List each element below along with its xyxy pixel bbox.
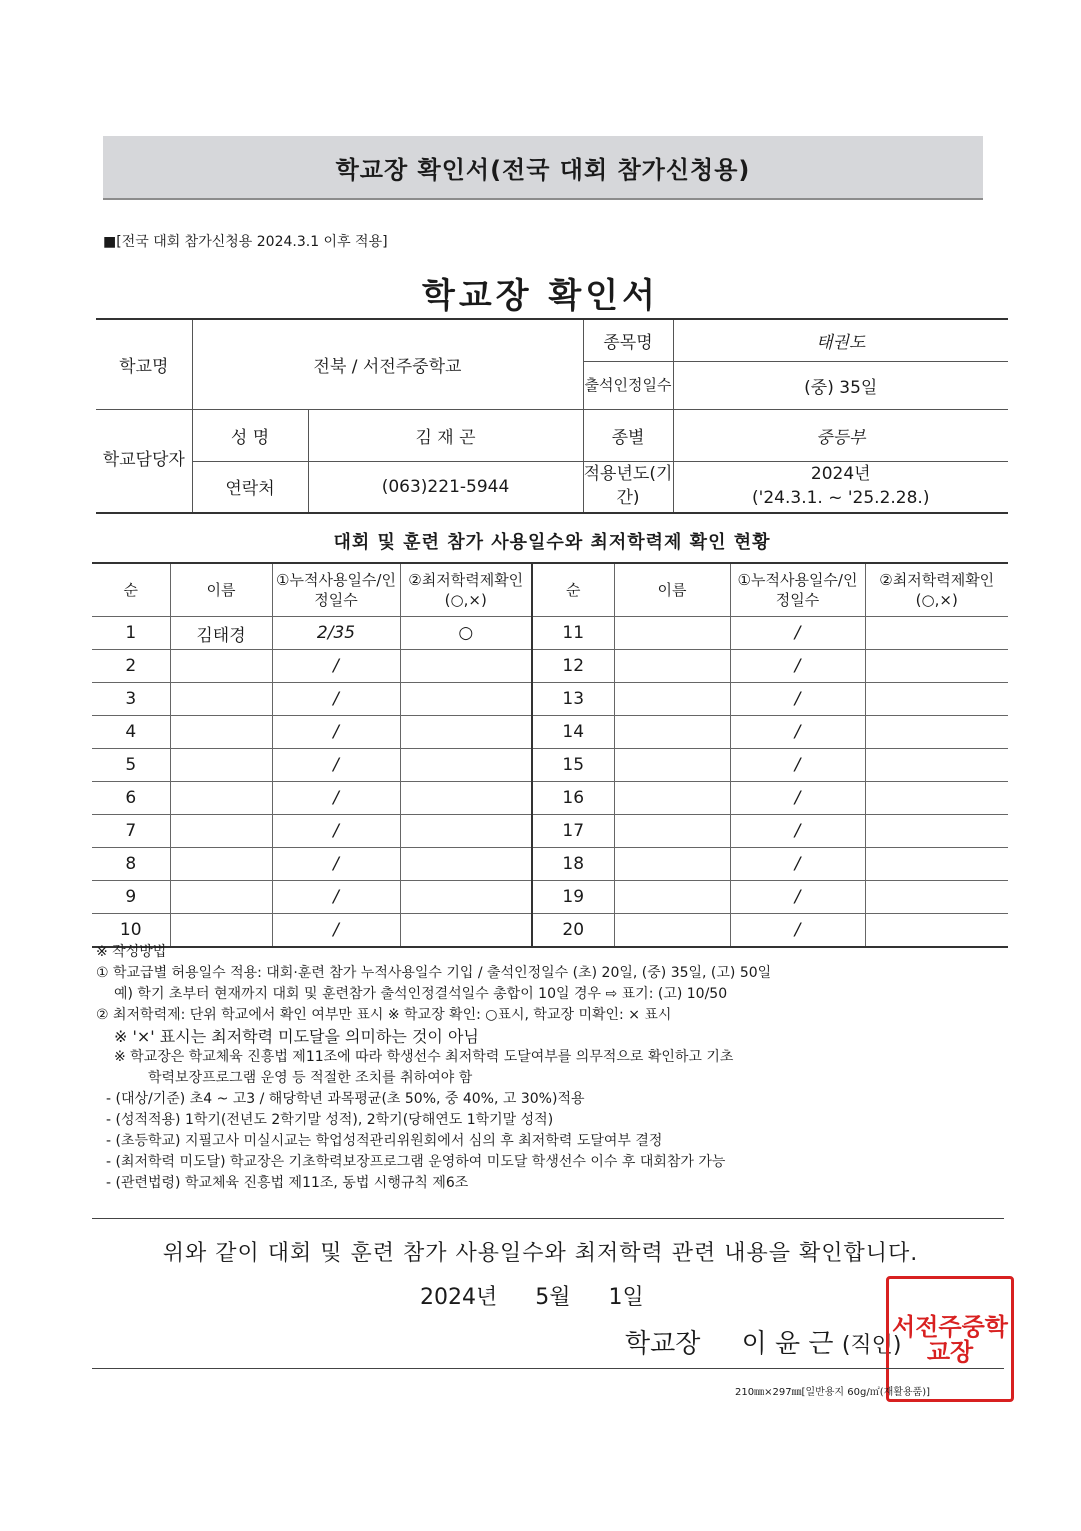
row-name: 김태경 (170, 617, 272, 650)
row-days: / (730, 881, 865, 914)
row-days: / (272, 716, 400, 749)
row-no: 13 (532, 683, 614, 716)
sport-value: 태권도 (673, 319, 1008, 361)
row-check (400, 683, 532, 716)
row-days: / (272, 782, 400, 815)
row-no: 12 (532, 650, 614, 683)
contact-value: (063)221-5944 (308, 461, 583, 513)
header-name: 이름 (170, 563, 272, 617)
row-days: / (730, 716, 865, 749)
row-name (614, 683, 730, 716)
table-row (92, 881, 1008, 914)
instructions (96, 942, 1008, 1194)
row-no: 4 (92, 716, 170, 749)
row-days: / (730, 815, 865, 848)
note-line: ※ 학교장은 학교체육 진흥법 제11조에 따라 학생선수 최저학력 도달여부를 의무적으로 확인하고 기초 (114, 1049, 734, 1065)
school-value: 전북 / 서전주중학교 (192, 319, 583, 409)
table-row (92, 749, 1008, 782)
row-no: 8 (92, 848, 170, 881)
row-days: / (272, 914, 400, 948)
row-check (865, 848, 1008, 881)
row-days: / (730, 683, 865, 716)
principal-name: 학교장 이 윤 근 (625, 1329, 834, 1359)
period-value: ('24.3.1. ~ '25.2.28.) (752, 487, 930, 508)
banner-title: 학교장 확인서(전국 대회 참가신청용) (103, 136, 983, 200)
school-label: 학교명 (96, 319, 192, 409)
row-name (170, 650, 272, 683)
row-days: / (730, 848, 865, 881)
header-check-2: ②최저학력제확인(○,×) (865, 563, 1008, 617)
row-no: 18 (532, 848, 614, 881)
table-row (92, 716, 1008, 749)
principal-signature (625, 1323, 902, 1360)
row-name (614, 881, 730, 914)
note-line: ① 학교급별 허용일수 적용: 대회·훈련 참가 누적사용일수 기입 / 출석인정일수 (초) 20일, (중) 35일, (고) 50일 (96, 965, 772, 981)
year-cell (673, 461, 1008, 513)
document-title: 학교장 확인서 (422, 276, 659, 316)
divider (92, 1368, 1004, 1369)
row-days: / (272, 683, 400, 716)
table-row (92, 782, 1008, 815)
row-name (614, 848, 730, 881)
note-line: 학력보장프로그램 운영 등 적절한 조치를 취하여야 함 (148, 1070, 473, 1086)
date-month: 5월 (535, 1285, 571, 1310)
row-check (865, 683, 1008, 716)
row-no: 11 (532, 617, 614, 650)
row-name (614, 617, 730, 650)
row-no: 1 (92, 617, 170, 650)
paper-spec: 210㎜×297㎜[일반용지 60g/㎡(재활용품)] (735, 1387, 931, 1398)
row-no: 17 (532, 815, 614, 848)
seal-mark-label: (직인) (841, 1333, 902, 1358)
row-days: / (272, 749, 400, 782)
year-label: 적용년도(기간) (583, 461, 673, 513)
row-check (400, 749, 532, 782)
table-row (92, 683, 1008, 716)
row-check (865, 782, 1008, 815)
row-days: / (730, 617, 865, 650)
header-no-2: 순 (532, 563, 614, 617)
row-name (170, 683, 272, 716)
contact-label: 연락처 (192, 461, 308, 513)
official-seal: 서전주중학교장 (886, 1276, 1014, 1402)
header-name-2: 이름 (614, 563, 730, 617)
row-name (170, 782, 272, 815)
table-header-row (92, 563, 1008, 617)
row-name (170, 815, 272, 848)
participation-table (92, 562, 1008, 948)
row-days: 2/35 (272, 617, 400, 650)
table-row (92, 617, 1008, 650)
staff-label: 학교담당자 (96, 409, 192, 513)
row-no: 16 (532, 782, 614, 815)
row-check (400, 650, 532, 683)
table-row (92, 815, 1008, 848)
row-no: 15 (532, 749, 614, 782)
row-no: 6 (92, 782, 170, 815)
note-line: - (관련법령) 학교체육 진흥법 제11조, 동법 시행규칙 제6조 (106, 1175, 469, 1191)
note-line: 예) 학기 초부터 현재까지 대회 및 훈련참가 출석인정결석일수 총합이 10일 경우 ⇨ 표기: (고) 10/50 (114, 986, 728, 1002)
row-days: / (272, 848, 400, 881)
row-no: 5 (92, 749, 170, 782)
row-check (400, 881, 532, 914)
date-year: 2024년 (420, 1285, 498, 1310)
note-line: ② 최저학력제: 단위 학교에서 확인 여부만 표시 ※ 학교장 확인: ○표시, 학교장 미확인: × 표시 (96, 1007, 672, 1023)
row-no: 2 (92, 650, 170, 683)
header-no: 순 (92, 563, 170, 617)
header-days: ①누적사용일수/인정일수 (272, 563, 400, 617)
row-check (865, 650, 1008, 683)
confirmation-text: 위와 같이 대회 및 훈련 참가 사용일수와 최저학력 관련 내용을 확인합니다. (162, 1241, 919, 1266)
row-name (170, 749, 272, 782)
header-check: ②최저학력제확인(○,×) (400, 563, 532, 617)
row-days: / (730, 650, 865, 683)
row-no: 7 (92, 815, 170, 848)
row-name (614, 782, 730, 815)
row-days: / (730, 782, 865, 815)
signing-date (420, 1280, 682, 1311)
row-days: / (730, 749, 865, 782)
row-check (400, 716, 532, 749)
year-value: 2024년 (810, 463, 871, 484)
row-name (170, 881, 272, 914)
row-check (400, 815, 532, 848)
note-heading: ※ 작성방법 (96, 944, 167, 960)
name-label: 성 명 (192, 409, 308, 461)
row-name (170, 716, 272, 749)
header-days-2: ①누적사용일수/인정일수 (730, 563, 865, 617)
row-no: 9 (92, 881, 170, 914)
row-name (614, 716, 730, 749)
form-note: ■[전국 대회 참가신청용 2024.3.1 이후 적용] (103, 234, 388, 250)
row-no: 3 (92, 683, 170, 716)
category-value: 중등부 (673, 409, 1008, 461)
row-name (614, 650, 730, 683)
row-name (614, 749, 730, 782)
row-check (865, 617, 1008, 650)
row-days: / (272, 815, 400, 848)
row-name (614, 815, 730, 848)
note-line: - (최저학력 미도달) 학교장은 기초학력보장프로그램 운영하여 미도달 학생선수 이수 후 대회참가 가능 (106, 1154, 726, 1170)
row-no: 10 (92, 914, 170, 948)
category-label: 종별 (583, 409, 673, 461)
info-table (96, 318, 1008, 514)
table-row (92, 848, 1008, 881)
row-no: 14 (532, 716, 614, 749)
row-check (865, 749, 1008, 782)
note-line: ※ '×' 표시는 최저학력 미도달을 의미하는 것이 아님 (114, 1027, 479, 1046)
row-name (170, 848, 272, 881)
date-day: 1일 (608, 1285, 644, 1310)
row-check (400, 782, 532, 815)
row-days: / (272, 650, 400, 683)
row-no: 19 (532, 881, 614, 914)
row-no: 20 (532, 914, 614, 948)
row-check: ○ (400, 617, 532, 650)
table-row (92, 650, 1008, 683)
sport-label: 종목명 (583, 319, 673, 361)
note-line: - (대상/기준) 초4 ~ 고3 / 해당학년 과목평균(초 50%, 중 40%, 고 30%)적용 (106, 1091, 585, 1107)
attend-label: 출석인정일수 (583, 361, 673, 409)
row-days: / (730, 914, 865, 948)
row-check (865, 815, 1008, 848)
attend-value: (중) 35일 (673, 361, 1008, 409)
note-line: - (성적적용) 1학기(전년도 2학기말 성적), 2학기(당해연도 1학기말 성적) (106, 1112, 554, 1128)
row-check (865, 716, 1008, 749)
section-title: 대회 및 훈련 참가 사용일수와 최저학력제 확인 현황 (333, 532, 771, 553)
row-check (400, 848, 532, 881)
divider (92, 1218, 1004, 1219)
note-line: - (초등학교) 지필고사 미실시교는 학업성적관리위원회에서 심의 후 최저학력 도달여부 결정 (106, 1133, 663, 1149)
name-value: 김 재 곤 (308, 409, 583, 461)
row-days: / (272, 881, 400, 914)
row-check (865, 881, 1008, 914)
